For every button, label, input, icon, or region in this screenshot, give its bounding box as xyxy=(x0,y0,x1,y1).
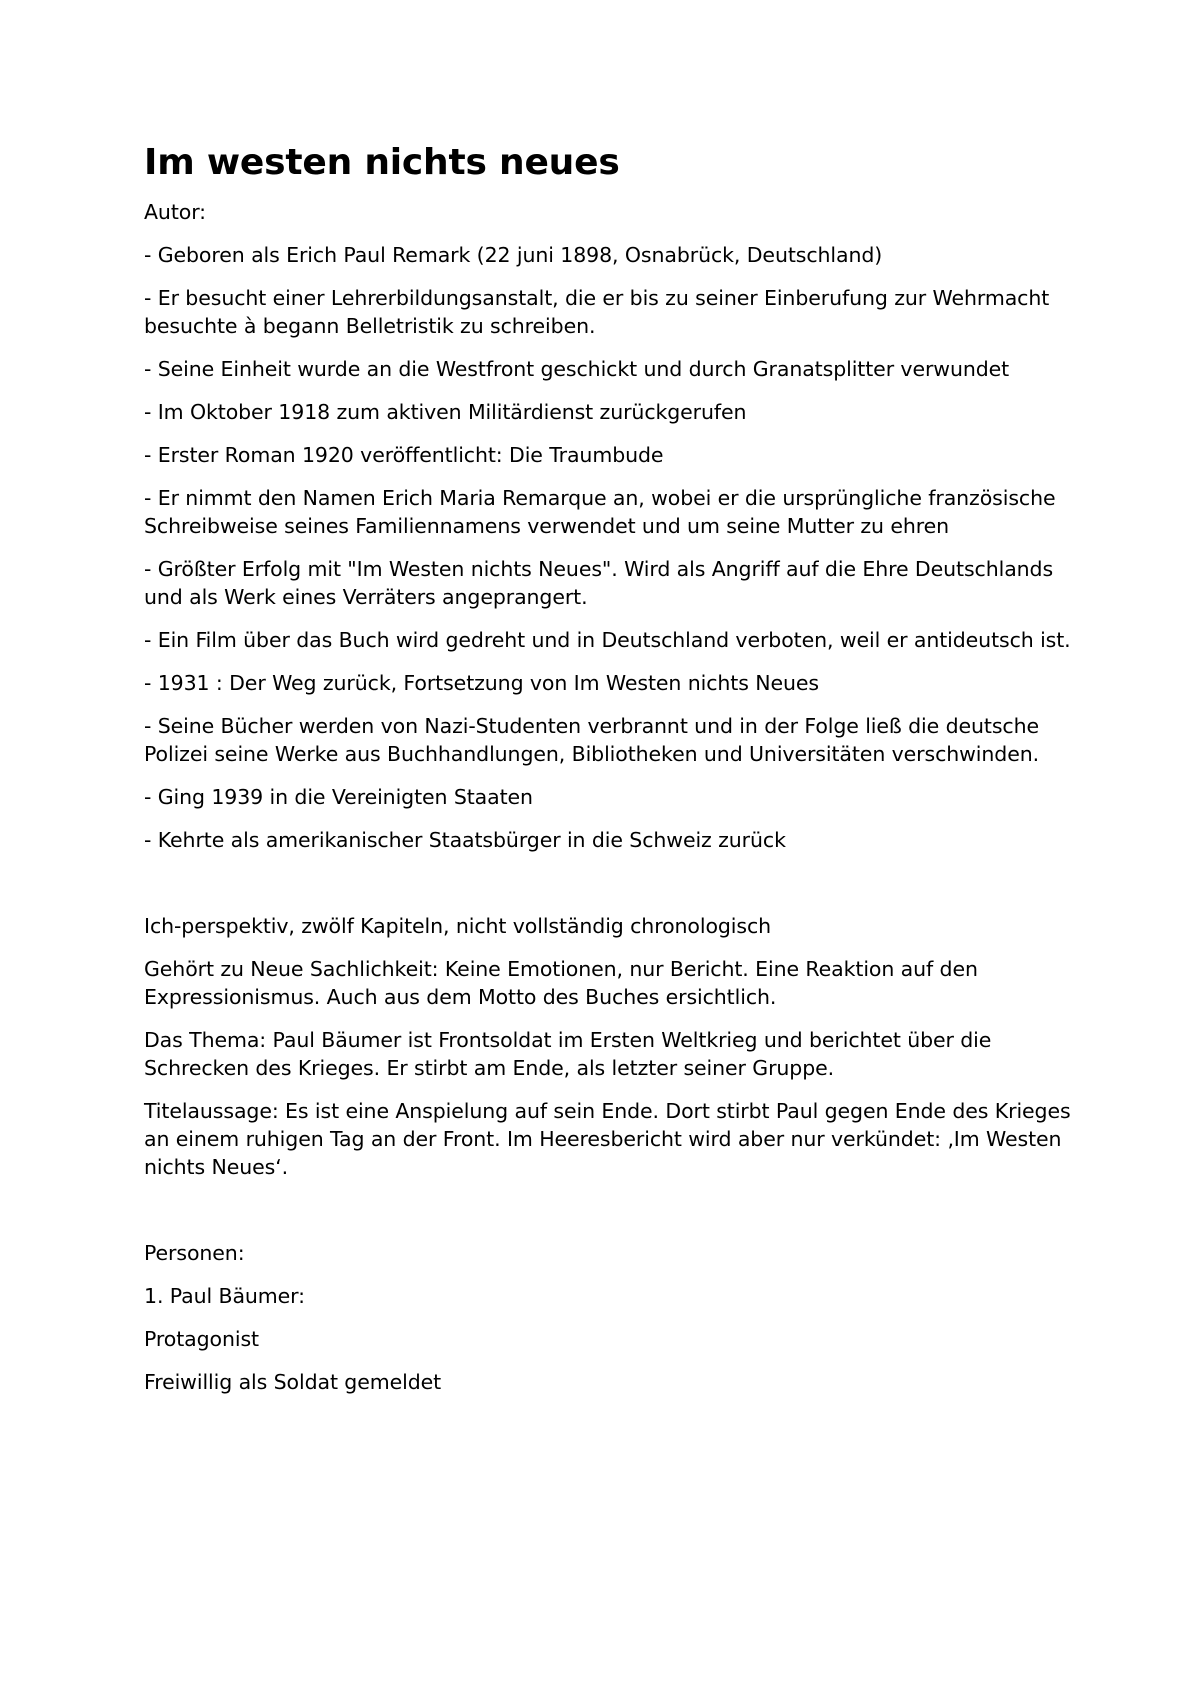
biography-item: - Ein Film über das Buch wird gedreht und in Deutschland verboten, weil er antideutsch ist. xyxy=(144,628,1071,652)
section-spacer xyxy=(144,1196,1074,1239)
personen-item: 1. Paul Bäumer: xyxy=(144,1284,305,1308)
analysis-paragraph: Titelaussage: Es ist eine Anspielung auf sein Ende. Dort stirbt Paul gegen Ende des Krieges an einem ruhigen Tag an der Front. Im Heeresbericht wird aber nur verkündet: ‚Im Westen nichts Neues‘. xyxy=(144,1099,1071,1179)
biography-item: - Seine Bücher werden von Nazi-Studenten verbrannt und in der Folge ließ die deutsche Polizei seine Werke aus Buchhandlungen, Bibliotheken und Universitäten verschwinden. xyxy=(144,714,1040,766)
biography-item: - Ging 1939 in die Vereinigten Staaten xyxy=(144,785,533,809)
biography-item: - Er besucht einer Lehrerbildungsanstalt, die er bis zu seiner Einberufung zur Wehrmacht besuchte à begann Belletristik zu schreiben. xyxy=(144,286,1050,338)
personen-item: Protagonist xyxy=(144,1327,259,1351)
biography-item: - Seine Einheit wurde an die Westfront geschickt und durch Granatsplitter verwundet xyxy=(144,357,1010,381)
analysis-paragraph: Das Thema: Paul Bäumer ist Frontsoldat im Ersten Weltkrieg und berichtet über die Schrecken des Krieges. Er stirbt am Ende, als letzter seiner Gruppe. xyxy=(144,1028,992,1080)
biography-item: - 1931 : Der Weg zurück, Fortsetzung von Im Westen nichts Neues xyxy=(144,671,819,695)
analysis-paragraph: Ich-perspektiv, zwölf Kapiteln, nicht vollständig chronologisch xyxy=(144,914,772,938)
biography-item: - Kehrte als amerikanischer Staatsbürger in die Schweiz zurück xyxy=(144,828,786,852)
section-spacer xyxy=(144,869,1074,912)
personen-list xyxy=(144,1282,1074,1396)
document-page xyxy=(144,140,1074,1411)
analysis-section xyxy=(144,912,1074,1181)
analysis-paragraph: Gehört zu Neue Sachlichkeit: Keine Emotionen, nur Bericht. Eine Reaktion auf den Expressionismus. Auch aus dem Motto des Buches ersichtlich. xyxy=(144,957,978,1009)
biography-item: - Geboren als Erich Paul Remark (22 juni 1898, Osnabrück, Deutschland) xyxy=(144,243,883,267)
autor-heading: Autor: xyxy=(144,200,206,224)
biography-item: - Im Oktober 1918 zum aktiven Militärdienst zurückgerufen xyxy=(144,400,747,424)
personen-heading: Personen: xyxy=(144,1241,245,1265)
biography-item: - Er nimmt den Namen Erich Maria Remarque an, wobei er die ursprüngliche französische Schreibweise seines Familiennamens verwendet und um seine Mutter zu ehren xyxy=(144,486,1056,538)
biography-item: - Größter Erfolg mit "Im Westen nichts Neues". Wird als Angriff auf die Ehre Deutschlands und als Werk eines Verräters angeprangert. xyxy=(144,557,1054,609)
personen-item: Freiwillig als Soldat gemeldet xyxy=(144,1370,442,1394)
document-title: Im westen nichts neues xyxy=(144,142,620,183)
biography-list xyxy=(144,241,1074,854)
biography-item: - Erster Roman 1920 veröffentlicht: Die Traumbude xyxy=(144,443,664,467)
